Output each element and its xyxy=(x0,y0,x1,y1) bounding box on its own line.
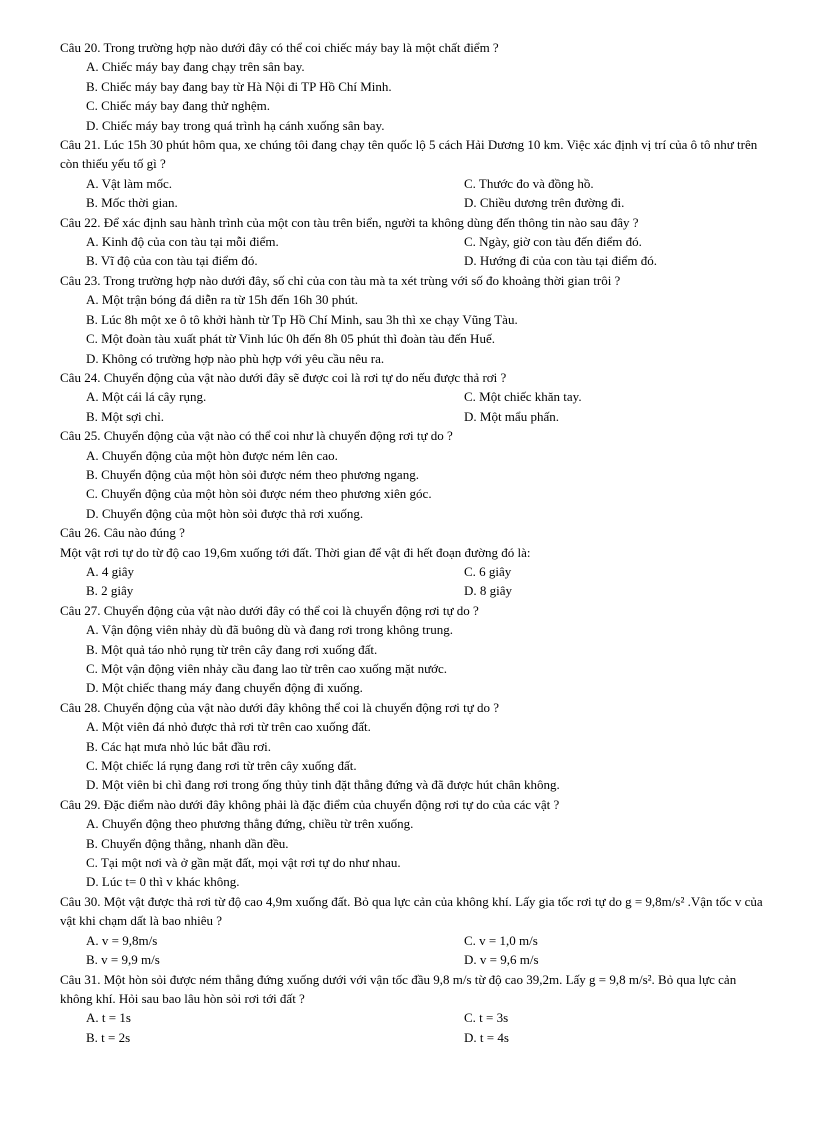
answer-option: A. v = 9,8m/s xyxy=(86,932,158,948)
answer-option: C. Một chiếc lá rụng đang rơi từ trên cây xuống đất. xyxy=(86,758,357,774)
question-q24 xyxy=(60,368,766,426)
answer-option: B. 2 giây xyxy=(86,583,134,599)
question-stem: Câu 21. Lúc 15h 30 phút hôm qua, xe chúng tôi đang chạy tên quốc lộ 5 cách Hải Dương 10 km. Việc xác định vị trí của ô tô như trên còn thiếu yếu tố gì ? xyxy=(60,137,758,172)
answer-option: D. Một viên bi chì đang rơi trong ống thủy tinh đặt thẳng đứng và đã được hút chân không. xyxy=(86,777,560,793)
question-q21 xyxy=(60,135,766,213)
answer-option: C. Một đoàn tàu xuất phát từ Vinh lúc 0h đến 8h 05 phút thì đoàn tàu đến Huế. xyxy=(86,331,495,347)
answer-option: B. Chiếc máy bay đang bay từ Hà Nội đi TP Hồ Chí Minh. xyxy=(86,78,392,94)
answer-option: B. Chuyển động thẳng, nhanh dần đều. xyxy=(86,835,289,851)
answer-option: A. Chuyển động theo phương thẳng đứng, chiều từ trên xuống. xyxy=(86,816,414,832)
question-q28 xyxy=(60,698,766,795)
question-stem: Câu 24. Chuyển động của vật nào dưới đây sẽ được coi là rơi tự do nếu được thả rơi ? xyxy=(60,369,507,385)
question-q20 xyxy=(60,38,766,135)
answer-option: B. Một sợi chỉ. xyxy=(86,408,165,424)
answer-option: C. Ngày, giờ con tàu đến điểm đó. xyxy=(464,234,642,250)
question-q29 xyxy=(60,795,766,892)
answer-option: B. t = 2s xyxy=(86,1029,131,1045)
answer-option: C. Một chiếc khăn tay. xyxy=(464,389,582,405)
question-q26 xyxy=(60,523,766,601)
answer-option: A. Một trận bóng đá diễn ra từ 15h đến 16h 30 phút. xyxy=(86,292,359,308)
answer-option: C. v = 1,0 m/s xyxy=(464,932,538,948)
answer-option: C. Tại một nơi và ở gần mặt đất, mọi vật rơi tự do như nhau. xyxy=(86,855,401,871)
answer-option: B. Mốc thời gian. xyxy=(86,195,178,211)
answer-option: D. Một chiếc thang máy đang chuyển động đi xuống. xyxy=(86,680,363,696)
question-stem: Câu 22. Để xác định sau hành trình của một con tàu trên biển, người ta không dùng đến thông tin nào sau đây ? xyxy=(60,214,639,230)
question-stem: Câu 30. Một vật được thả rơi từ độ cao 4,9m xuống đất. Bỏ qua lực cản của không khí. Lấy gia tốc rơi tự do g = 9,8m/s² .Vận tốc v của vật khi chạm dất là bao nhiêu ? xyxy=(60,893,763,929)
answer-option: C. Một vận động viên nhảy cầu đang lao từ trên cao xuống mặt nước. xyxy=(86,661,448,676)
answer-options xyxy=(60,1008,766,1047)
answer-option: D. Lúc t= 0 thì v khác không. xyxy=(86,874,240,890)
answer-option: B. Một quả táo nhỏ rụng từ trên cây đang rơi xuống đất. xyxy=(86,641,378,657)
answer-option: B. Các hạt mưa nhỏ lúc bắt đầu rơi. xyxy=(86,738,272,754)
question-stem: Câu 27. Chuyển động của vật nào dưới đây có thể coi là chuyển động rơi tự do ? xyxy=(60,602,479,618)
question-q25 xyxy=(60,426,766,523)
question-q22 xyxy=(60,213,766,271)
answer-option: C. Chuyển động của một hòn sỏi được ném theo phương xiên góc. xyxy=(86,486,432,502)
question-q23 xyxy=(60,271,766,368)
question-stem: Câu 25. Chuyển động của vật nào có thể coi như là chuyển động rơi tự do ? xyxy=(60,428,453,444)
answer-option: C. t = 3s xyxy=(464,1010,509,1026)
question-stem: Câu 28. Chuyển động của vật nào dưới đây không thể coi là chuyển động rơi tự do ? xyxy=(60,699,500,715)
question-stem: Câu 31. Một hòn sỏi được ném thẳng đứng xuống dưới với vận tốc đầu 9,8 m/s từ độ cao 39,2m. Lấy g = 9,8 m/s². Bỏ qua lực cản không khí. Hỏi sau bao lâu hòn sỏi rơi tới đất ? xyxy=(60,971,737,1006)
answer-option: C. Thước đo và đồng hồ. xyxy=(464,175,594,191)
answer-option: D. Một mẩu phấn. xyxy=(464,408,559,424)
answer-options xyxy=(60,931,766,970)
answer-option: D. t = 4s xyxy=(464,1029,509,1045)
answer-option: A. Kinh độ của con tàu tại mỗi điểm. xyxy=(86,234,279,250)
answer-option: D. 8 giây xyxy=(464,583,513,599)
answer-option: D. Chiều dương trên đường đi. xyxy=(464,195,625,211)
answer-options xyxy=(60,232,766,271)
answer-option: D. Không có trường hợp nào phù hợp với yêu cầu nêu ra. xyxy=(86,350,385,366)
question-q30 xyxy=(60,892,766,970)
answer-option: A. Vận động viên nhảy dù đã buông dù và đang rơi trong không trung. xyxy=(86,622,453,638)
exam-document xyxy=(60,38,766,1047)
question-stem: Câu 29. Đặc điểm nào dưới đây không phải là đặc điểm của chuyển động rơi tự do của các vật ? xyxy=(60,796,560,812)
answer-option: A. Vật làm mốc. xyxy=(86,175,173,191)
answer-option: A. Một cái lá cây rụng. xyxy=(86,389,207,405)
answer-option: A. Một viên đá nhỏ được thả rơi từ trên cao xuống đất. xyxy=(86,719,371,735)
answer-option: B. Lúc 8h một xe ô tô khởi hành từ Tp Hồ Chí Minh, sau 3h thì xe chạy Vũng Tàu. xyxy=(86,311,518,327)
answer-option: A. Chuyển động của một hòn được ném lên cao. xyxy=(86,447,338,463)
answer-options xyxy=(60,387,766,426)
question-stem: Câu 20. Trong trường hợp nào dưới đây có thể coi chiếc máy bay là một chất điểm ? xyxy=(60,40,499,55)
answer-options xyxy=(60,174,766,213)
question-q27 xyxy=(60,601,766,698)
answer-option: D. v = 9,6 m/s xyxy=(464,952,539,968)
question-stem: Câu 23. Trong trường hợp nào dưới đây, số chỉ của con tàu mà ta xét trùng với số đo khoảng thời gian trôi ? xyxy=(60,272,621,288)
answer-option: C. 6 giây xyxy=(464,563,512,579)
answer-option: A. 4 giây xyxy=(86,563,135,579)
answer-option: D. Chuyển động của một hòn sỏi được thả rơi xuống. xyxy=(86,505,364,521)
answer-option: B. v = 9,9 m/s xyxy=(86,952,160,968)
answer-option: C. Chiếc máy bay đang thử nghệm. xyxy=(86,98,270,114)
answer-option: B. Vĩ độ của con tàu tại điểm đó. xyxy=(86,253,258,269)
answer-options xyxy=(60,562,766,601)
question-q31 xyxy=(60,970,766,1048)
answer-option: D. Chiếc máy bay trong quá trình hạ cánh xuống sân bay. xyxy=(86,117,385,133)
answer-option: D. Hướng đi của con tàu tại điểm đó. xyxy=(464,253,657,269)
answer-option: B. Chuyển động của một hòn sỏi được ném theo phương ngang. xyxy=(86,466,419,482)
answer-option: A. Chiếc máy bay đang chạy trên sân bay. xyxy=(86,59,305,75)
answer-option: A. t = 1s xyxy=(86,1010,131,1026)
question-stem: Câu 26. Câu nào đúng ? xyxy=(60,525,185,541)
question-stem: Một vật rơi tự do từ độ cao 19,6m xuống tới đất. Thời gian để vật đi hết đoạn đường đó là: xyxy=(60,544,531,560)
